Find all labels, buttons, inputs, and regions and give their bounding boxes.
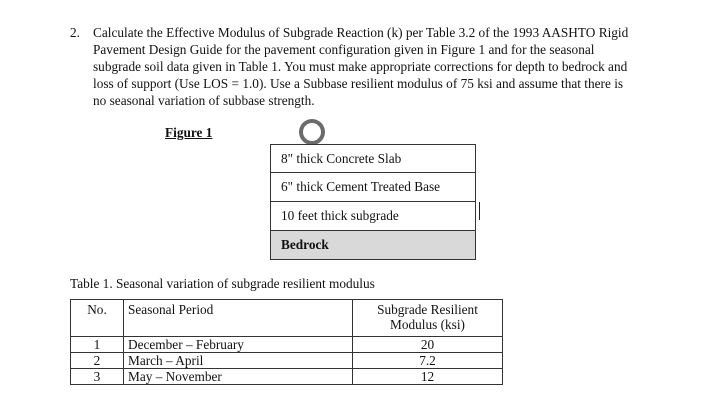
header-modulus: Subgrade Resilient Modulus (ksi) bbox=[353, 300, 503, 337]
header-period: Seasonal Period bbox=[124, 300, 353, 337]
seasonal-modulus-table bbox=[70, 299, 503, 385]
cell-period: December – February bbox=[124, 337, 353, 353]
table-row bbox=[71, 369, 503, 385]
layer-subgrade: 10 feet thick subgrade bbox=[270, 202, 476, 231]
question-text bbox=[93, 24, 688, 109]
cell-modulus: 12 bbox=[353, 369, 503, 385]
text-cursor bbox=[479, 202, 480, 220]
cell-modulus: 20 bbox=[353, 337, 503, 353]
layer-concrete-slab: 8" thick Concrete Slab bbox=[270, 144, 476, 173]
cell-period: March – April bbox=[124, 353, 353, 369]
question-line: loss of support (Use LOS = 1.0). Use a Subbase resilient modulus of 75 ksi and assume that there is bbox=[93, 76, 624, 91]
question-number: 2. bbox=[70, 25, 80, 40]
cell-modulus: 7.2 bbox=[353, 353, 503, 369]
layer-bedrock: Bedrock bbox=[270, 231, 476, 260]
question-line: Calculate the Effective Modulus of Subgrade Reaction (k) per Table 3.2 of the 1993 AASHTO Rigid bbox=[93, 25, 629, 40]
cell-no: 2 bbox=[71, 353, 124, 369]
cell-period: May – November bbox=[124, 369, 353, 385]
load-plate-ring-icon bbox=[299, 119, 325, 145]
question-line: no seasonal variation of subbase strength. bbox=[93, 93, 315, 108]
figure-label: Figure 1 bbox=[165, 125, 213, 140]
layer-cement-treated-base: 6" thick Cement Treated Base bbox=[270, 173, 476, 202]
table-caption: Table 1. Seasonal variation of subgrade resilient modulus bbox=[70, 276, 375, 291]
cell-no: 3 bbox=[71, 369, 124, 385]
table-header-row bbox=[71, 300, 503, 337]
pavement-layer-stack bbox=[270, 144, 476, 260]
table-row bbox=[71, 353, 503, 369]
question-line: subgrade soil data given in Table 1. You must make appropriate corrections for depth to bedrock and bbox=[93, 59, 628, 74]
question-line: Pavement Design Guide for the pavement configuration given in Figure 1 and for the seasonal bbox=[93, 42, 595, 57]
cell-no: 1 bbox=[71, 337, 124, 353]
table-row bbox=[71, 337, 503, 353]
header-no: No. bbox=[71, 300, 124, 337]
